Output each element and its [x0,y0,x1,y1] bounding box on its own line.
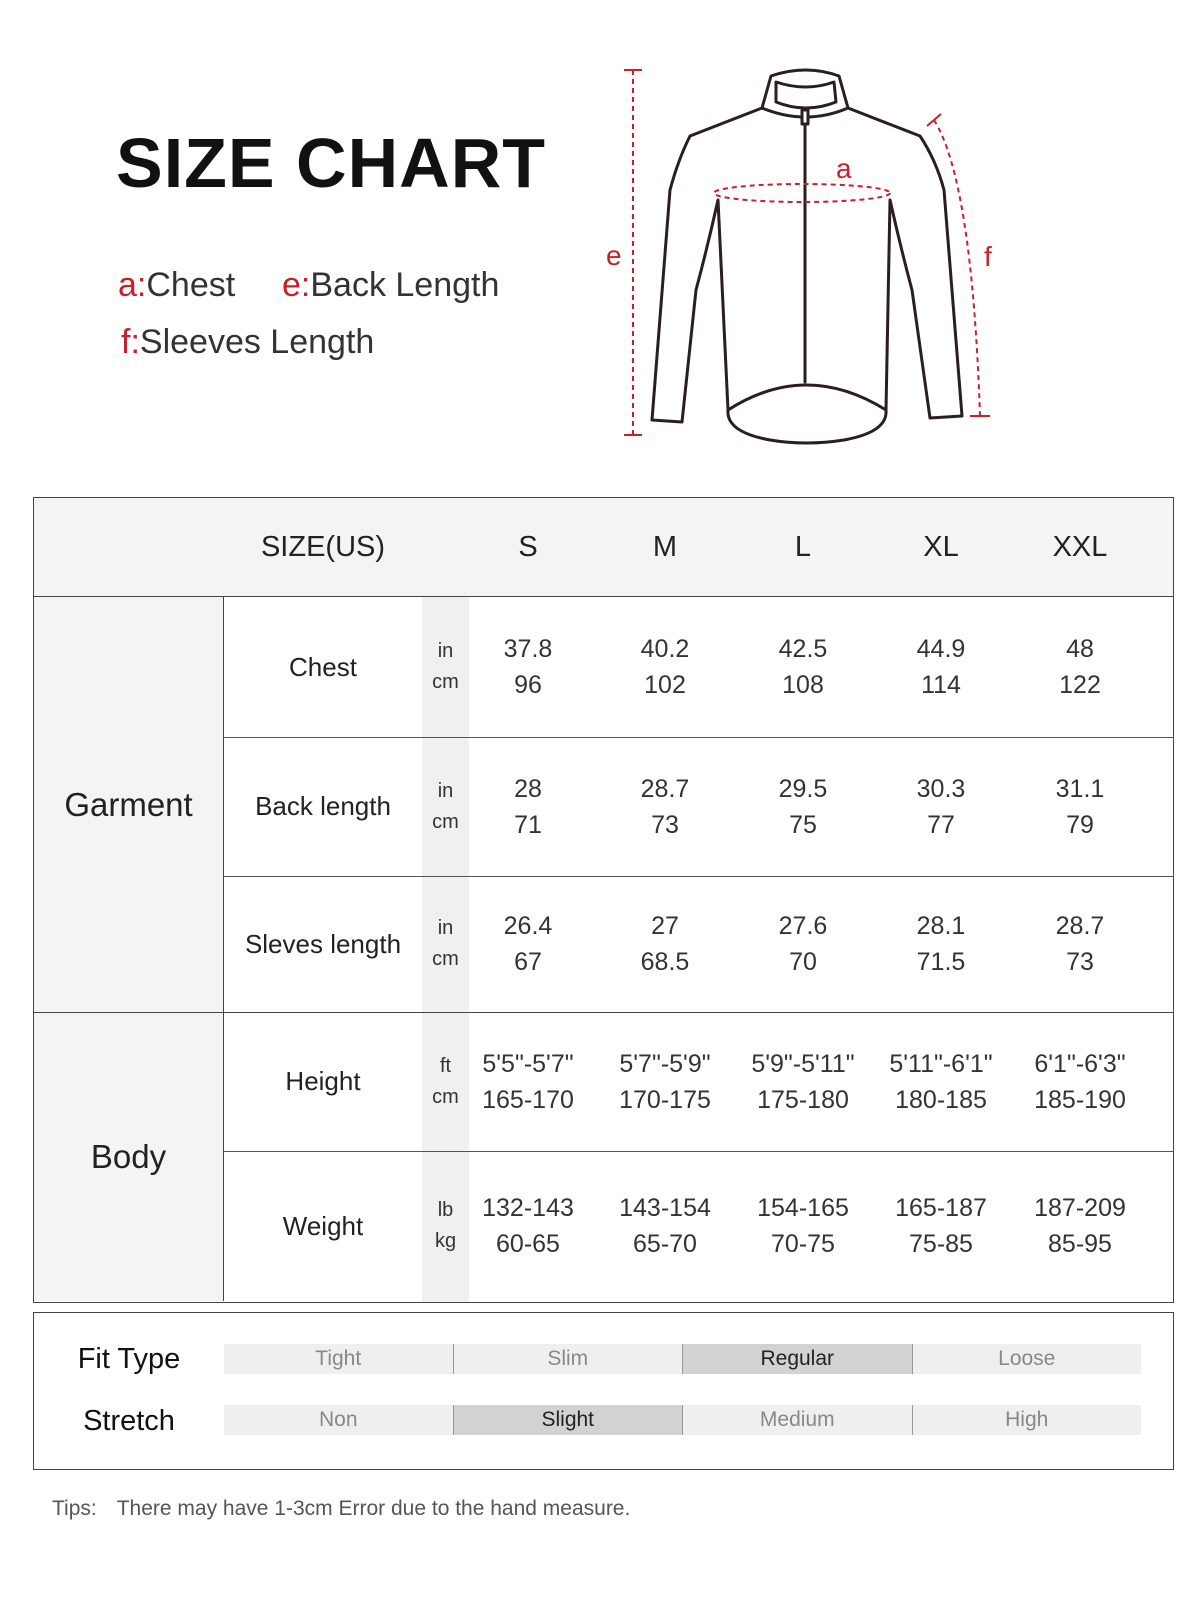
value-text: 187-209 [1034,1194,1126,1222]
value-text: 30.3 [916,774,966,803]
value-text: 42.5 [778,635,828,663]
value-cell [733,1012,873,1151]
jacket-diagram [600,60,1030,460]
row-label: Height [285,1066,361,1096]
value-cell [595,876,735,1012]
unit-label: kg [434,1230,457,1252]
group-body: Body [34,1012,224,1301]
value-cell [458,1151,598,1301]
stretch-label: Stretch [83,1405,175,1437]
value-text: 40.2 [640,635,690,663]
label-f: f [984,241,992,272]
legend-back-length [282,268,499,302]
size-col-xxl: XXL [1052,531,1108,563]
value-text: 60-65 [496,1230,560,1258]
size-col-xl: XL [923,531,959,563]
value-text: 75 [789,810,817,839]
value-cell [458,1012,598,1151]
value-text: 154-165 [757,1194,849,1222]
size-col-s: S [518,531,538,563]
value-text: 165-170 [482,1085,574,1114]
fit-type-scale [224,1344,1141,1374]
unit-label: cm [432,810,459,833]
value-text: 65-70 [633,1230,697,1258]
value-text: 68.5 [640,948,690,976]
table-row [224,597,1173,737]
value-cell [1010,737,1150,876]
value-text: 170-175 [619,1085,711,1114]
value-text: 70 [789,948,817,976]
unit-label: lb [437,1199,454,1221]
tips-text: There may have 1-3cm Error due to the hand measure. [116,1497,631,1520]
legend-sleeves-length [121,325,374,359]
stretch-option: Slight [454,1405,684,1435]
value-cell [871,1012,1011,1151]
value-cell [1010,1151,1150,1301]
value-cell [733,597,873,737]
stretch-option: Non [224,1405,454,1435]
value-text: 79 [1066,810,1094,839]
value-cell [1010,876,1150,1012]
stretch-scale [224,1405,1141,1435]
value-cell [871,737,1011,876]
stretch-option: High [913,1405,1142,1435]
table-row [224,1151,1173,1301]
tips-label: Tips: [52,1497,97,1520]
value-text: 67 [514,948,542,976]
row-label: Back length [255,791,391,821]
row-label: Sleves length [244,928,402,959]
value-text: 70-75 [771,1230,835,1258]
value-text: 27 [651,912,679,940]
size-header: SIZE(US) [260,531,386,563]
unit-label: in [437,640,454,662]
unit-label: cm [432,948,459,970]
unit-label: cm [432,671,459,693]
legend-key-e: e: [282,266,311,304]
stretch-option: Medium [683,1405,913,1435]
value-text: 132-143 [482,1194,574,1222]
size-col-l: L [794,531,812,563]
size-table [33,497,1174,1303]
value-cell [871,597,1011,737]
legend-text-sleeves-length: Sleeves Length [139,323,375,361]
value-text: 73 [651,810,679,839]
value-cell [871,876,1011,1012]
value-cell [458,737,598,876]
tips [52,1497,630,1521]
unit-label: ft [439,1054,452,1077]
group-garment: Garment [34,597,224,1012]
value-cell [871,1151,1011,1301]
fit-type-option: Loose [913,1344,1142,1374]
label-e: e [606,240,622,271]
value-text: 175-180 [757,1085,849,1114]
value-text: 96 [514,671,542,699]
value-text: 37.8 [503,635,553,663]
fit-type-option: Regular [683,1344,913,1374]
value-text: 31.1 [1055,774,1105,803]
value-text: 122 [1059,671,1101,699]
value-text: 180-185 [895,1085,987,1114]
value-text: 28.7 [640,774,690,803]
value-text: 28.1 [916,912,966,940]
value-text: 71.5 [916,948,966,976]
value-text: 185-190 [1034,1085,1126,1114]
value-cell [595,597,735,737]
label-a: a [836,153,852,184]
value-cell [1010,597,1150,737]
value-text: 6'1"-6'3" [1034,1049,1126,1078]
value-cell [458,876,598,1012]
legend-key-a: a: [118,266,147,304]
value-cell [733,737,873,876]
value-text: 108 [782,671,824,699]
value-text: 102 [644,671,686,699]
value-text: 71 [514,810,542,839]
value-text: 44.9 [916,635,966,663]
value-cell [733,876,873,1012]
value-text: 73 [1066,948,1094,976]
fit-type-option: Slim [454,1344,684,1374]
value-cell [458,597,598,737]
fit-type-option: Tight [224,1344,454,1374]
value-text: 5'5"-5'7" [482,1049,574,1078]
table-row [224,737,1173,876]
value-cell [1010,1012,1150,1151]
value-text: 28.7 [1055,912,1105,940]
value-text: 5'11"-6'1" [889,1049,993,1078]
value-text: 26.4 [503,912,553,940]
unit-label: cm [432,1085,459,1108]
unit-label: in [437,917,454,939]
value-text: 48 [1066,635,1094,663]
value-text: 29.5 [778,774,828,803]
table-row [224,1012,1173,1151]
value-text: 5'9"-5'11" [751,1049,855,1078]
value-cell [595,737,735,876]
value-text: 85-95 [1048,1230,1112,1258]
table-row [224,876,1173,1012]
value-text: 75-85 [909,1230,973,1258]
fit-box [33,1312,1174,1470]
jacket-outline [652,70,962,443]
page-title: SIZE CHART [116,124,546,202]
legend-chest [118,268,235,302]
value-text: 5'7"-5'9" [619,1049,711,1078]
unit-label: in [437,779,454,802]
legend-text-back-length: Back Length [310,266,500,304]
value-text: 143-154 [619,1194,711,1222]
legend-key-f: f: [121,323,140,361]
value-text: 27.6 [778,912,828,940]
size-col-m: M [652,531,678,563]
value-cell [733,1151,873,1301]
row-label: Weight [282,1210,364,1241]
value-text: 114 [921,671,961,699]
value-cell [595,1012,735,1151]
value-text: 165-187 [895,1194,987,1222]
legend-text-chest: Chest [146,266,236,304]
value-cell [595,1151,735,1301]
table-header-row [34,498,1173,597]
value-text: 28 [514,774,542,803]
row-label: Chest [289,651,357,682]
value-text: 77 [927,810,955,839]
fit-type-label: Fit Type [77,1343,181,1375]
